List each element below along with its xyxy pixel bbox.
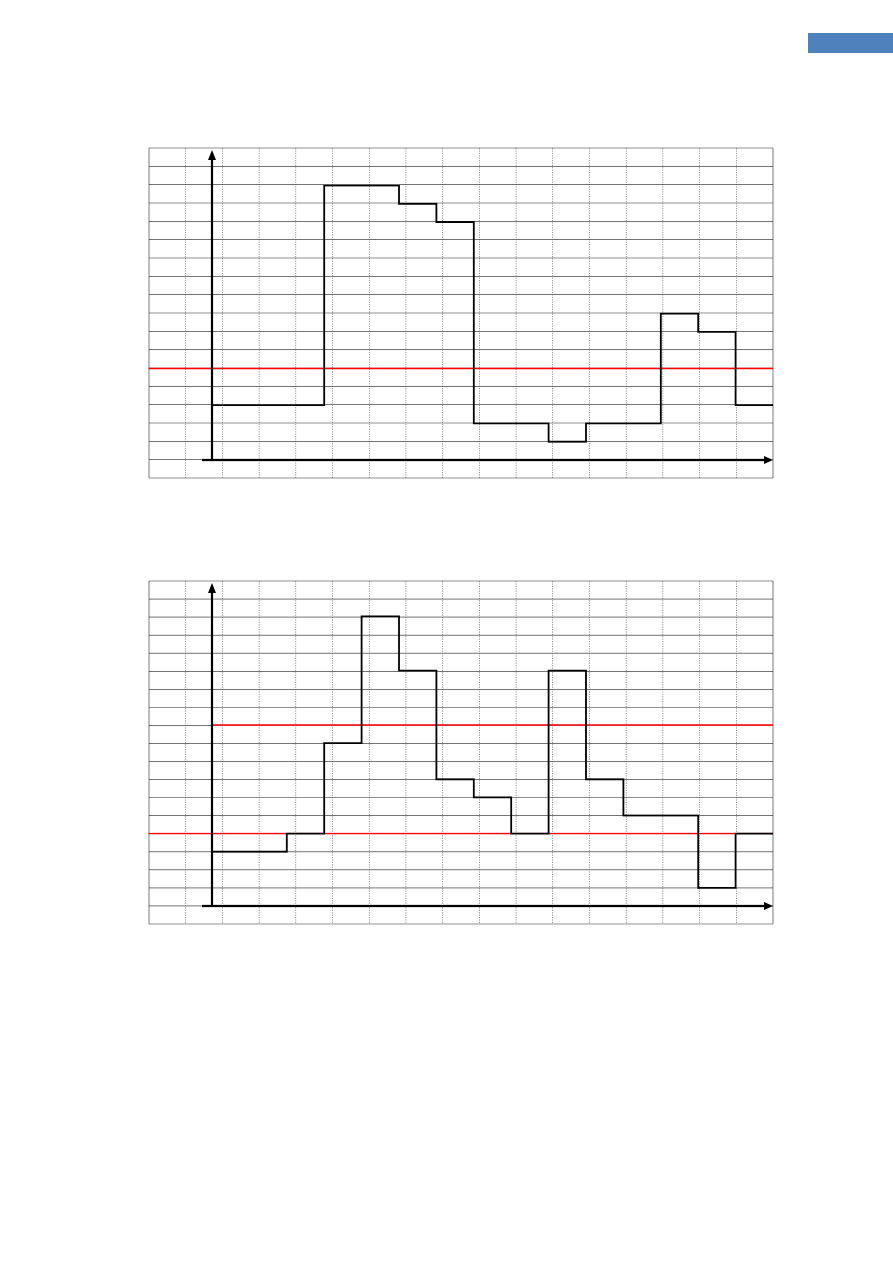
axes <box>202 583 773 910</box>
grid-lines <box>149 581 773 924</box>
x-axis-arrow-icon <box>764 902 773 910</box>
y-axis-arrow-icon <box>208 583 216 593</box>
step-segments <box>212 616 773 888</box>
step-series-line <box>212 616 773 888</box>
